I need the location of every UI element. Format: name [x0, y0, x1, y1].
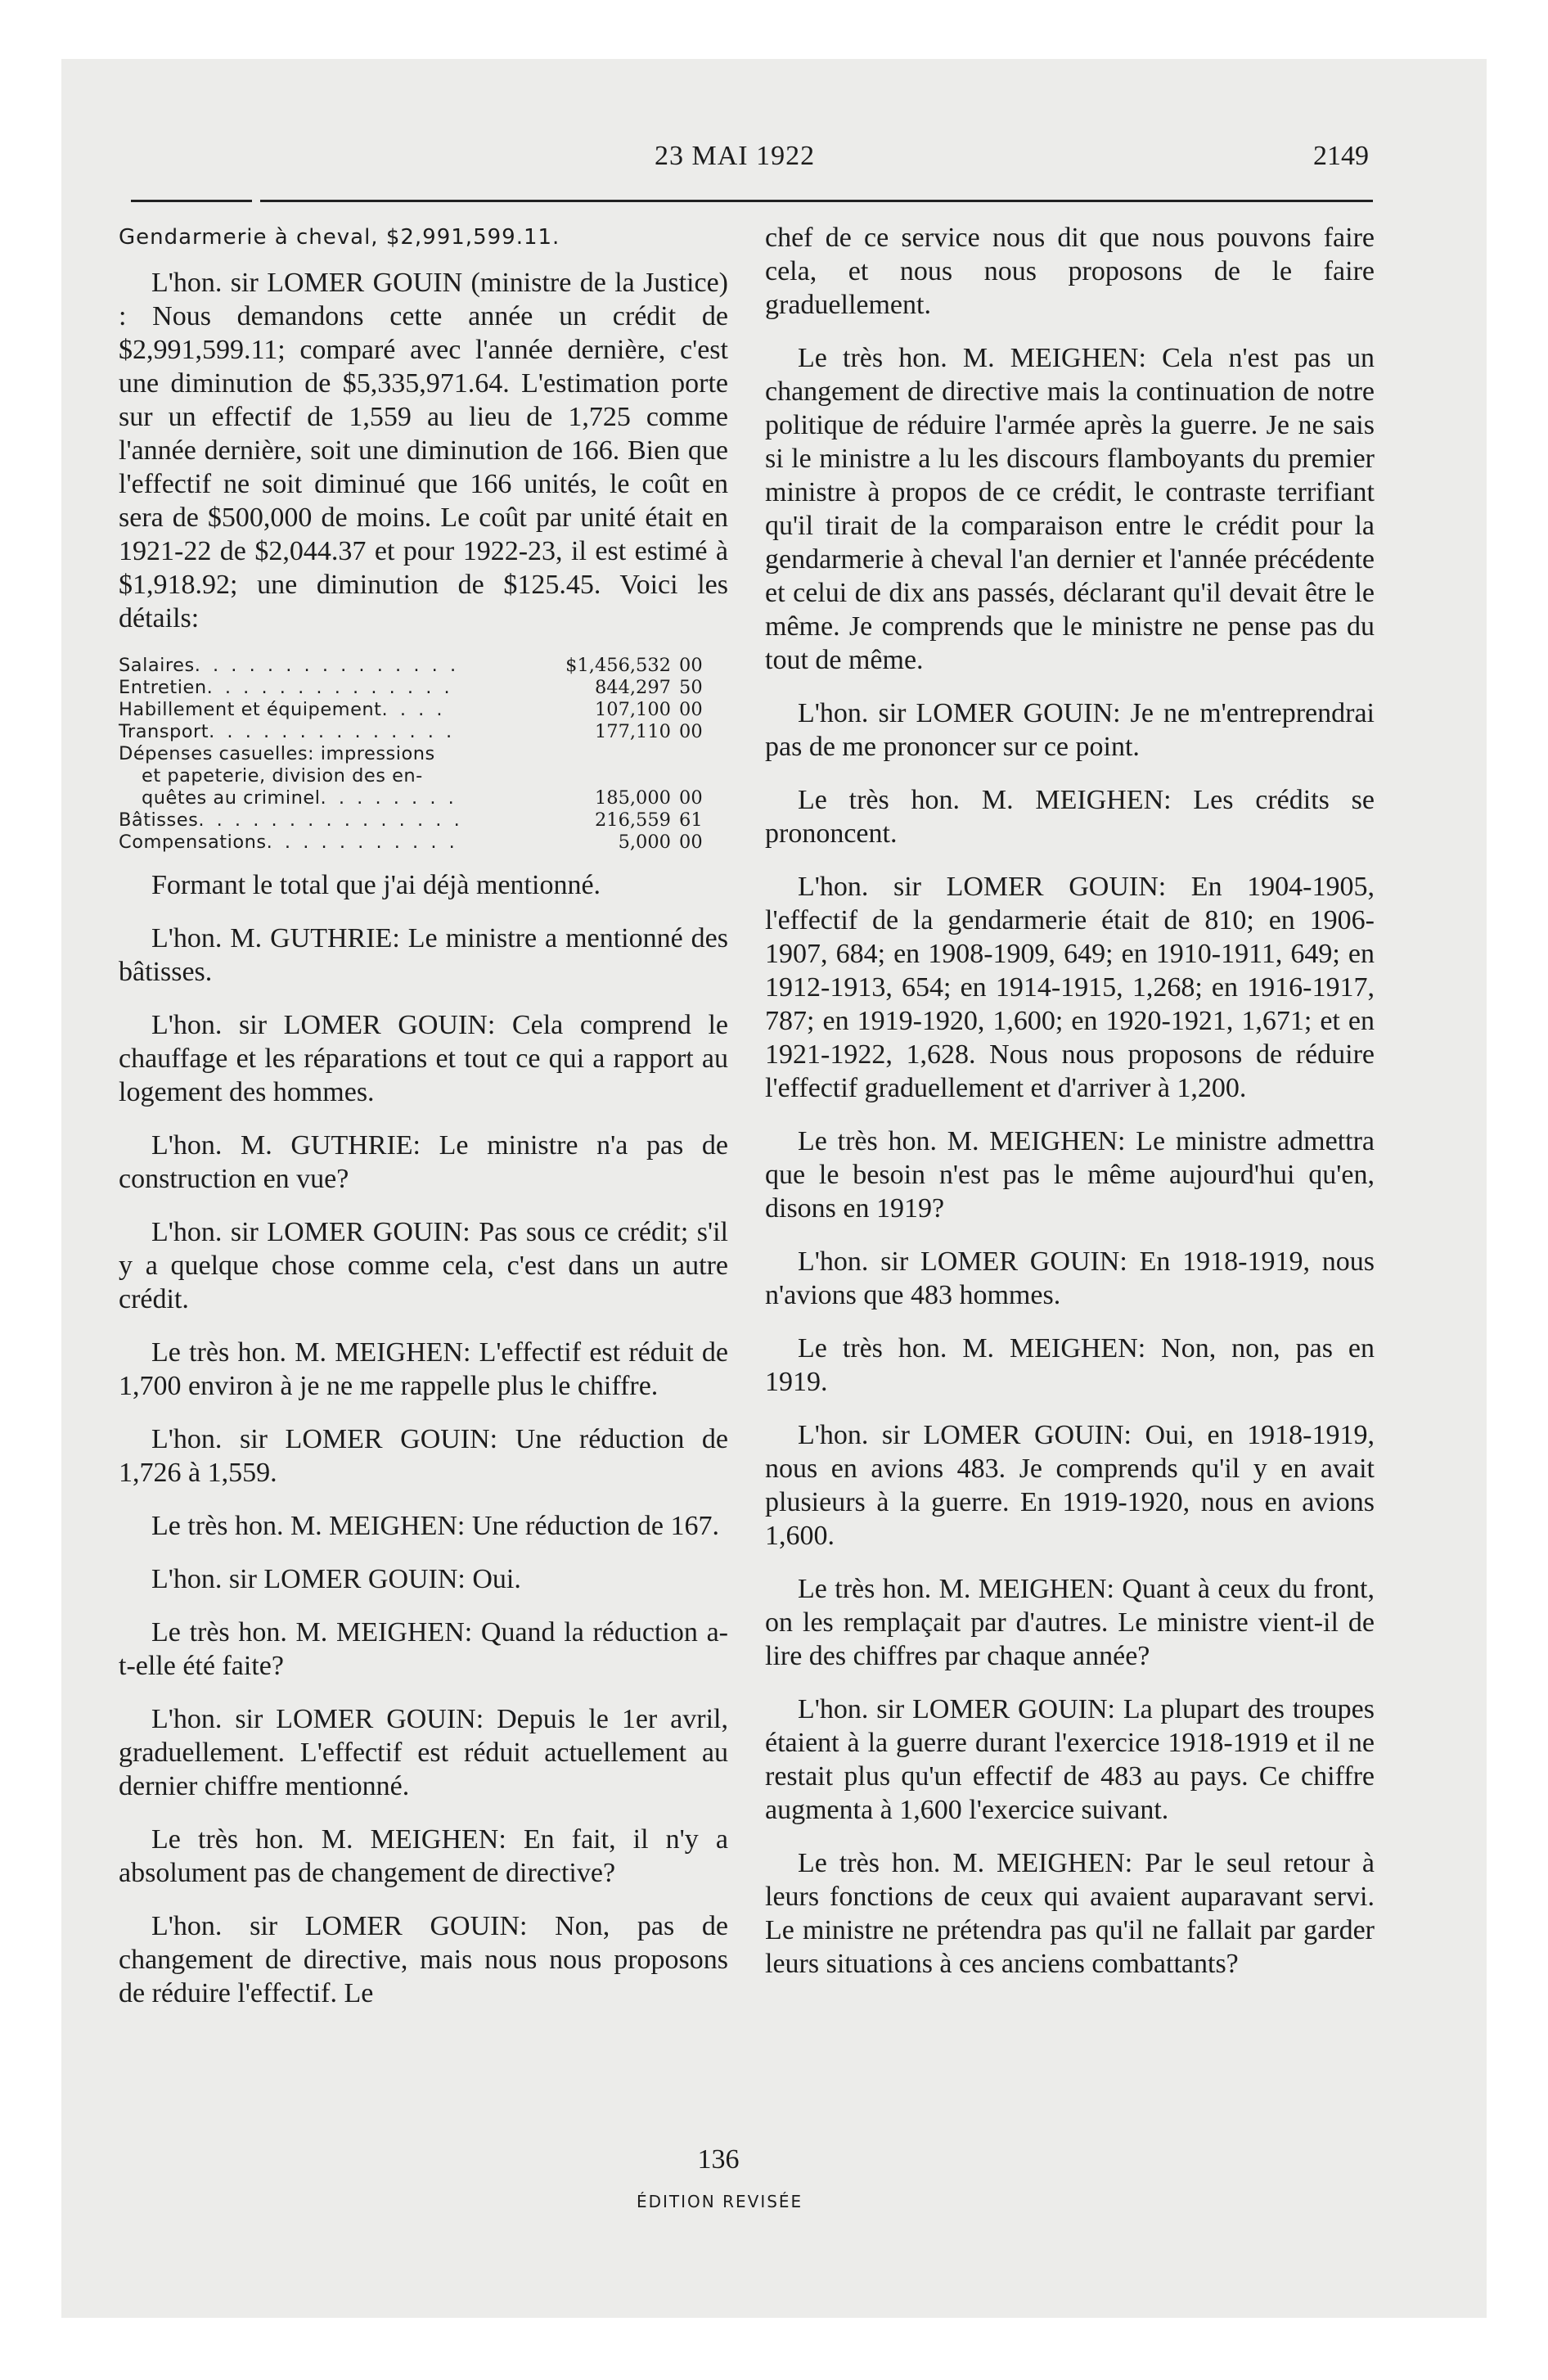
paragraph: Le très hon. M. MEIGHEN: Non, non, pas en 1919.: [765, 1333, 1375, 1397]
paragraph: L'hon. M. GUTHRIE: Le ministre n'a pas de construction en vue?: [119, 1130, 728, 1194]
detail-label: Dépenses casuelles: impressions: [119, 743, 435, 764]
table-row: [119, 699, 728, 721]
detail-cents: 00: [679, 721, 703, 742]
paragraph: chef de ce service nous dit que nous pouvons faire cela, et nous nous proposons de le faire graduellement.: [765, 223, 1375, 320]
paragraph: L'hon. sir LOMER GOUIN: Pas sous ce crédit; s'il y a quelque chose comme cela, c'est dans un autre crédit.: [119, 1217, 728, 1314]
details-table: [119, 655, 728, 854]
table-row: [119, 787, 728, 809]
detail-amount: 216,559: [594, 809, 671, 831]
detail-amount: 185,000: [594, 787, 671, 809]
paragraph: L'hon. sir LOMER GOUIN (ministre de la Justice) : Nous demandons cette année un crédit de $2,991,599.11; comparé avec l'année dernière, c'est une diminution de $5,335,971.64. L'estimation porte sur un effectif de 1,559 au lieu de 1,725 comme l'année dernière, soit une diminution de 166. Bien que l'effectif ne soit diminué que 166 unités, le coût en sera de $500,000 de moins. Le coût par unité était en 1921-22 de $2,044.37 et pour 1922-23, il est estimé à $1,918.92; une diminution de $125.45. Voici les détails:: [119, 268, 728, 633]
detail-cents: 00: [679, 655, 703, 676]
paragraph: Le très hon. M. MEIGHEN: En fait, il n'y a absolument pas de changement de directive?: [119, 1824, 728, 1888]
detail-label: Salaires: [119, 655, 195, 676]
table-row: [119, 743, 728, 765]
paragraph: L'hon. sir LOMER GOUIN: En 1904-1905, l'effectif de la gendarmerie était de 810; en 1906-1907, 684; en 1908-1909, 649; en 1910-1911, 649; en 1912-1913, 654; en 1914-1915, 1,268; en 1916-1917, 787; en 1919-1920, 1,600; en 1920-1921, 1,671; et en 1921-1922, 1,628. Nous nous proposons de réduire l'effectif graduellement et d'arriver à 1,200.: [765, 872, 1375, 1103]
detail-leader: . . . . . . . . . . .: [266, 832, 458, 853]
paragraph: L'hon. sir LOMER GOUIN: Une réduction de 1,726 à 1,559.: [119, 1424, 728, 1488]
table-row: [119, 765, 728, 787]
paragraph: L'hon. sir LOMER GOUIN: Oui, en 1918-1919, nous en avions 483. Je comprends qu'il y en avait plusieurs à la guerre. En 1919-1920, nous en avions 1,600.: [765, 1420, 1375, 1551]
detail-label: Transport: [119, 721, 209, 742]
detail-amount: [536, 765, 671, 787]
detail-amount: $1,456,532: [565, 655, 671, 676]
table-row: [119, 721, 728, 743]
detail-cents: 00: [679, 832, 703, 853]
paragraph: Le très hon. M. MEIGHEN: L'effectif est réduit de 1,700 environ à je ne me rappelle plus le chiffre.: [119, 1337, 728, 1401]
detail-cents: 61: [679, 809, 703, 831]
detail-leader: . . . .: [381, 699, 446, 720]
paragraph: L'hon. sir LOMER GOUIN: Non, pas de changement de directive, mais nous nous proposons de réduire l'effectif. Le: [119, 1911, 728, 2008]
header-rule-right: [260, 200, 1373, 202]
detail-label: Bâtisses: [119, 809, 199, 831]
paragraph: Le très hon. M. MEIGHEN: Le ministre admettra que le besoin n'est pas le même aujourd'hui qu'en, disons en 1919?: [765, 1126, 1375, 1224]
detail-amount: [536, 743, 671, 765]
paragraph: L'hon. sir LOMER GOUIN: La plupart des troupes étaient à la guerre durant l'exercice 1918-1919 et il ne restait plus qu'un effectif de 483 au pays. Ce chiffre augmenta à 1,600 l'exercice suivant.: [765, 1694, 1375, 1825]
paragraph: L'hon. sir LOMER GOUIN: Oui.: [151, 1564, 521, 1594]
paragraph: L'hon. M. GUTHRIE: Le ministre a mentionné des bâtisses.: [119, 923, 728, 987]
right-column: [765, 221, 1375, 2000]
detail-amount: 107,100: [594, 699, 671, 720]
paragraph: Formant le total que j'ai déjà mentionné.: [151, 870, 601, 900]
paragraph: L'hon. sir LOMER GOUIN: Cela comprend le chauffage et les réparations et tout ce qui a rapport au logement des hommes.: [119, 1010, 728, 1107]
footer-edition-label: ÉDITION REVISÉE: [637, 2192, 803, 2211]
detail-leader: . . . . . . . .: [320, 787, 457, 809]
paragraph: L'hon. sir LOMER GOUIN: Depuis le 1er avril, graduellement. L'effectif est réduit actuellement au dernier chiffre mentionné.: [119, 1704, 728, 1801]
paragraph: Le très hon. M. MEIGHEN: Cela n'est pas un changement de directive mais la continuation de notre politique de réduire l'armée après la guerre. Je ne sais si le ministre a lu les discours flamboyants du premier ministre à propos de ce crédit, le contraste terrifiant qu'il tirait de la comparaison entre le crédit pour la gendarmerie à cheval l'an dernier et l'année précédente et celui de dix ans passés, déclarant qu'il devait être le même. Je comprends que le ministre ne pense pas du tout de même.: [765, 343, 1375, 675]
left-column: [119, 221, 728, 2030]
detail-label: Compensations: [119, 832, 267, 853]
detail-cents: [671, 765, 728, 787]
table-row: [119, 832, 728, 854]
footer-sequence-number: 136: [697, 2144, 740, 2175]
paragraph: L'hon. sir LOMER GOUIN: Je ne m'entreprendrai pas de me prononcer sur ce point.: [765, 698, 1375, 762]
header-page-number: 2149: [1313, 141, 1369, 171]
detail-label: Habillement et équipement: [119, 699, 382, 720]
detail-cents: [671, 743, 728, 765]
header-rule-left: [131, 200, 252, 202]
detail-label: quêtes au criminel: [142, 787, 321, 809]
detail-cents: 00: [679, 699, 703, 720]
paragraph: Le très hon. M. MEIGHEN: Une réduction de 167.: [151, 1511, 720, 1541]
table-row: [119, 655, 728, 677]
table-row: [119, 809, 728, 832]
detail-leader: . . . . . . . . . . . . . . .: [198, 809, 463, 831]
detail-leader: . . . . . . . . . . . . . .: [209, 721, 456, 742]
paragraph: Le très hon. M. MEIGHEN: Quand la réduction a-t-elle été faite?: [119, 1617, 728, 1681]
detail-amount: 177,110: [594, 721, 671, 742]
detail-cents: 00: [679, 787, 703, 809]
detail-leader: . . . . . . . . . . . . . . .: [194, 655, 460, 676]
paragraph: Le très hon. M. MEIGHEN: Quant à ceux du front, on les remplaçait par d'autres. Le ministre vient-il de lire des chiffres par chaque année?: [765, 1574, 1375, 1671]
table-row: [119, 677, 728, 699]
paragraph: Le très hon. M. MEIGHEN: Les crédits se prononcent.: [765, 785, 1375, 849]
detail-amount: 5,000: [618, 832, 671, 853]
detail-amount: 844,297: [594, 677, 671, 698]
detail-leader: . . . . . . . . . . . . . .: [206, 677, 453, 698]
paragraph: L'hon. sir LOMER GOUIN: En 1918-1919, nous n'avions que 483 hommes.: [765, 1246, 1375, 1310]
item-heading: Gendarmerie à cheval, $2,991,599.11.: [119, 225, 560, 250]
detail-cents: 50: [679, 677, 703, 698]
detail-label: et papeterie, division des en-: [142, 765, 423, 787]
paragraph: Le très hon. M. MEIGHEN: Par le seul retour à leurs fonctions de ceux qui avaient auparavant servi. Le ministre ne prétendra pas qu'il ne fallait par garder leurs situations à ces anciens combattants?: [765, 1848, 1375, 1979]
header-date: 23 MAI 1922: [655, 141, 816, 171]
page-header: [119, 141, 1379, 182]
detail-label: Entretien: [119, 677, 207, 698]
